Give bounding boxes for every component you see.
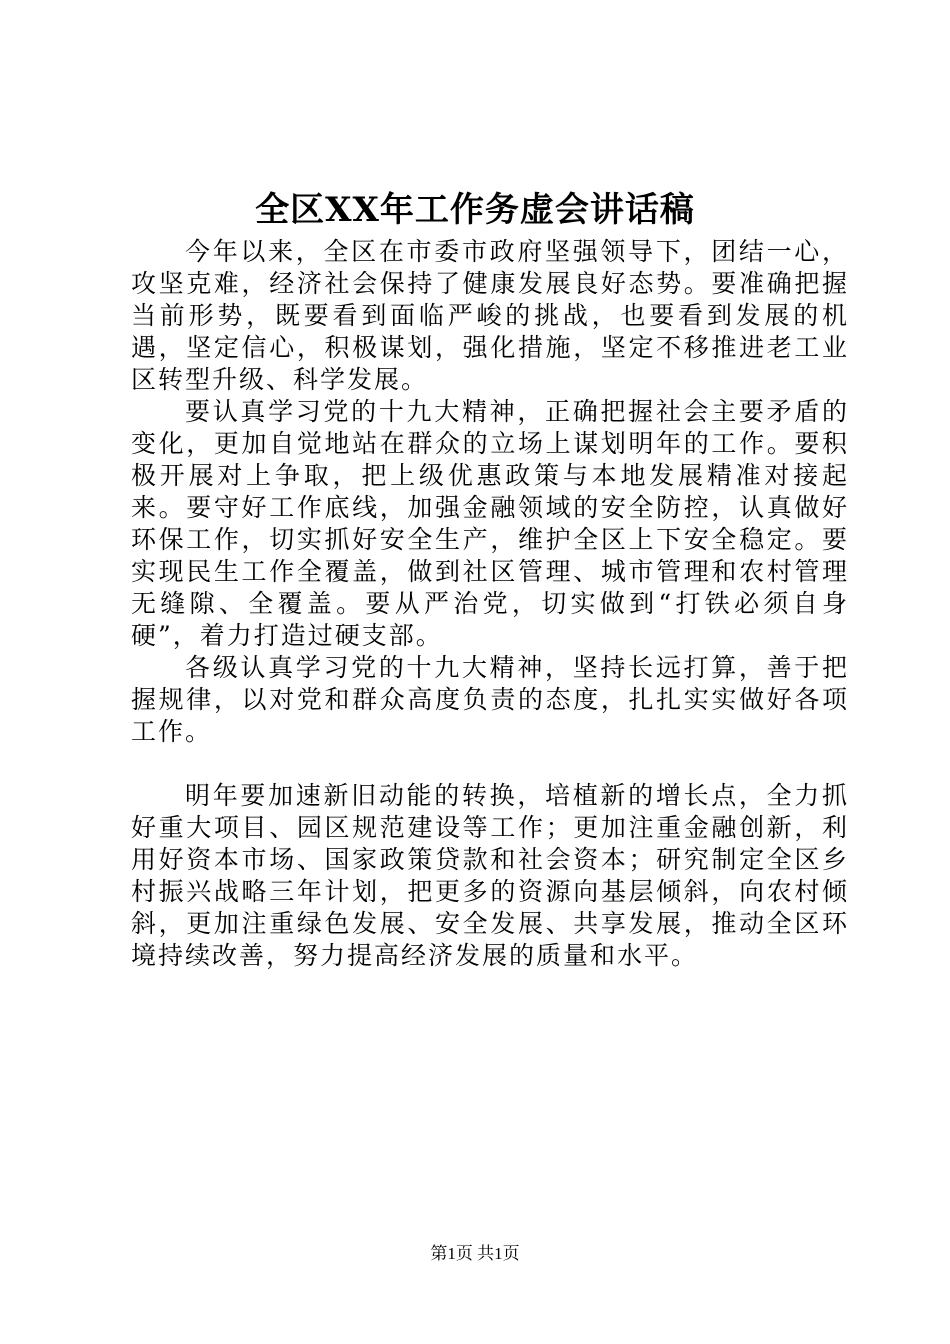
paragraph-2: 要认真学习党的十九大精神，正确把握社会主要矛盾的变化，更加自觉地站在群众的立场上谋划明年的工作。要积极开展对上争取，把上级优惠政策与本地发展精准对接起来。要守好工作底线，加强金融领域的安全防控，认真做好环保工作，切实抓好安全生产，维护全区上下安全稳定。要实现民生工作全覆盖，做到社区管理、城市管理和农村管理无缝隙、全覆盖。要从严治党，切实做到“打铁必须自身硬”，着力打造过硬支部。	[131, 397, 849, 650]
paragraph-4: 明年要加速新旧动能的转换，培植新的增长点，全力抓好重大项目、园区规范建设等工作；更加注重金融创新，利用好资本市场、国家政策贷款和社会资本；研究制定全区乡村振兴战略三年计划，把更多的资源向基层倾斜，向农村倾斜，更加注重绿色发展、安全发展、共享发展，推动全区环境持续改善，努力提高经济发展的质量和水平。	[131, 781, 849, 970]
document-body	[131, 236, 849, 972]
paragraph-1: 今年以来，全区在市委市政府坚强领导下，团结一心，攻坚克难，经济社会保持了健康发展良好态势。要准确把握当前形势，既要看到面临严峻的挑战，也要看到发展的机遇，坚定信心，积极谋划，强化措施，坚定不移推进老工业区转型升级、科学发展。	[131, 237, 849, 394]
paragraph-3: 各级认真学习党的十九大精神，坚持长远打算，善于把握规律，以对党和群众高度负责的态度，扎扎实实做好各项工作。	[131, 653, 849, 746]
page-number-footer: 第1页 共1页	[430, 1244, 520, 1263]
document-title: 全区XX年工作务虚会讲话稿	[255, 190, 695, 230]
